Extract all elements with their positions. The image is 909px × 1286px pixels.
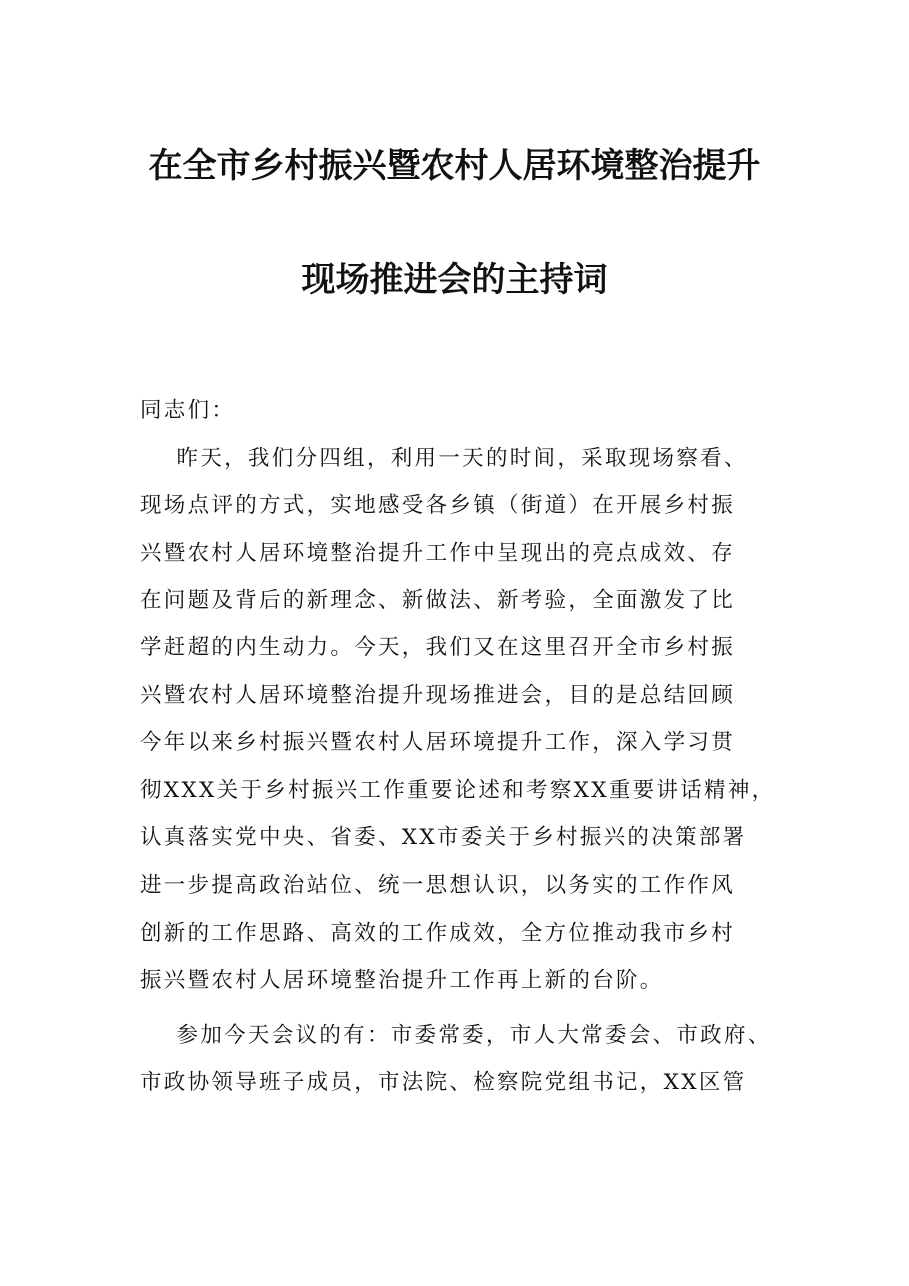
- document-title-line-1: 在全市乡村振兴暨农村人居环境整治提升: [148, 146, 761, 186]
- paragraph-line: 现场点评的方式，实地感受各乡镇（街道）在开展乡村振: [140, 493, 736, 518]
- paragraph-line: 学赶超的内生动力。今天，我们又在这里召开全市乡村振: [140, 635, 736, 660]
- greeting-line: 同志们：: [140, 398, 236, 423]
- paragraph-line: 创新的工作思路、高效的工作成效，全方位推动我市乡村: [140, 921, 736, 946]
- paragraph-line: 进一步提高政治站位、统一思想认识，以务实的工作作风: [140, 873, 736, 898]
- paragraph-line: 兴暨农村人居环境整治提升现场推进会，目的是总结回顾: [140, 683, 736, 708]
- paragraph-line: 认真落实党中央、省委、XX市委关于乡村振兴的决策部署: [140, 825, 747, 850]
- paragraph-line: 昨天，我们分四组，利用一天的时间，采取现场察看、: [140, 446, 748, 471]
- paragraph-line: 兴暨农村人居环境整治提升工作中呈现出的亮点成效、存: [140, 541, 736, 566]
- document-title-line-2: 现场推进会的主持词: [301, 260, 608, 300]
- paragraph-line: 在问题及背后的新理念、新做法、新考验，全面激发了比: [140, 588, 736, 613]
- paragraph-line: 振兴暨农村人居环境整治提升工作再上新的台阶。: [140, 968, 664, 993]
- paragraph-line: 市政协领导班子成员，市法院、检察院党组书记，XX区管: [140, 1070, 747, 1095]
- paragraph-line: 今年以来乡村振兴暨农村人居环境提升工作，深入学习贯: [140, 730, 736, 755]
- paragraph-line: 彻XXX关于乡村振兴工作重要论述和考察XX重要讲话精神，: [140, 778, 776, 803]
- paragraph-line: 参加今天会议的有：市委常委，市人大常委会、市政府、: [140, 1023, 772, 1048]
